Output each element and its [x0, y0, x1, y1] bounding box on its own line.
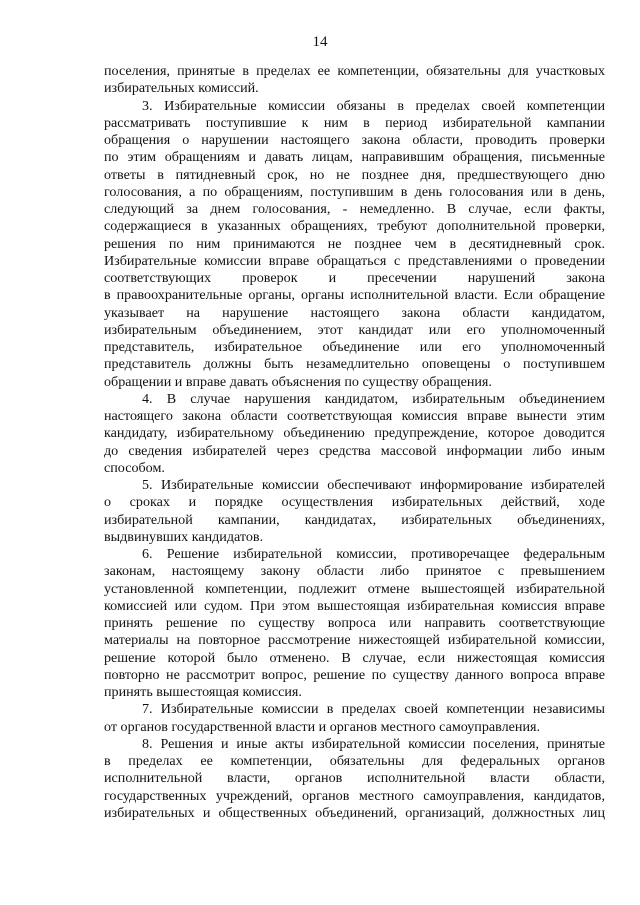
text-line: исполнительной власти, органов исполнительной власти области, — [104, 770, 605, 787]
paragraph-6 — [104, 546, 605, 701]
text-line: в пределах ее компетенции, обязательны для федеральных органов — [104, 753, 605, 769]
paragraph-3 — [104, 98, 605, 391]
text-line: избирательных комиссий. — [104, 80, 259, 97]
text-line: 5. Избирательные комиссии обеспечивают информирование избирателей — [142, 477, 605, 493]
text-line: до сведения избирателей через средства массовой информации либо иным — [104, 442, 605, 459]
text-line: избирательным объединением, этот кандидат или его уполномоченный — [104, 321, 605, 338]
text-line: решение которой было отменено. В случае, если нижестоящая комиссия — [104, 649, 605, 666]
text-line: поселения, принятые в пределах ее компетенции, обязательны для участковых — [104, 63, 605, 79]
paragraph-continuation — [104, 63, 605, 98]
text-line: 7. Избирательные комиссии в пределах своей компетенции независимы — [142, 701, 605, 718]
paragraph-4 — [104, 391, 605, 477]
paragraph-5 — [104, 477, 605, 546]
text-line: ответы в пятидневный срок, но не позднее дня, предшествующего дню — [104, 166, 605, 183]
text-line: кандидату, избирательному объединению предупреждение, которое доводится — [104, 425, 605, 442]
text-line: избирательной кампании, кандидатах, избирательных объединениях, — [104, 511, 605, 528]
text-line: представитель, избирательное объединение или его уполномоченный — [104, 339, 605, 355]
text-line: законам, настоящему закону области либо принятое с превышением — [104, 563, 605, 580]
text-line: решения по ним принимаются не позднее чем в десятидневный срок. — [104, 235, 605, 252]
text-line: обращении и вправе давать объяснения по существу обращения. — [104, 373, 492, 390]
page-number: 14 — [312, 34, 328, 50]
text-line: соответствующих проверок и пресечении нарушений закона — [104, 270, 605, 286]
text-line: принять вышестоящая комиссия. — [104, 684, 302, 700]
text-line: рассматривать поступившие к ним в период избирательной кампании — [104, 114, 605, 131]
text-line: 3. Избирательные комиссии обязаны в пределах своей компетенции — [142, 97, 605, 114]
text-line: представитель должны быть незамедлительно оповещены о поступившем — [104, 356, 605, 373]
text-line: следующий за днем голосования, - немедленно. В случае, если факты, — [104, 201, 605, 217]
text-line: повторно не рассмотрит вопрос, решение по существу данного вопроса вправе — [104, 666, 605, 683]
text-line: комиссией или судом. При этом вышестоящая избирательная комиссия вправе — [104, 597, 605, 614]
paragraph-7 — [104, 701, 605, 736]
text-line: обращения о нарушении настоящего закона области, проводить проверки — [104, 132, 605, 148]
text-line: 8. Решения и иные акты избирательной комиссии поселения, принятые — [142, 735, 605, 752]
text-line: указывает на нарушение настоящего закона области кандидатом, — [104, 304, 605, 321]
text-line: способом. — [104, 459, 165, 476]
text-line: установленной компетенции, подлежит отмене вышестоящей избирательной — [104, 580, 605, 597]
text-line: государственных учреждений, органов местного самоуправления, кандидатов, — [104, 787, 605, 804]
text-line: избирательных и общественных объединений, организаций, должностных лиц — [104, 804, 605, 821]
text-line: 4. В случае нарушения кандидатом, избирательным объединением — [142, 390, 605, 407]
text-line: выдвинувших кандидатов. — [104, 528, 264, 545]
text-line: о сроках и порядке осуществления избирательных действий, ходе — [104, 494, 605, 511]
text-line: содержащиеся в указанных обращениях, требуют дополнительной проверки, — [104, 218, 605, 235]
text-line: принять решение по существу вопроса или направить соответствующие — [104, 615, 605, 631]
text-line: от органов государственной власти и органов местного самоуправления. — [104, 718, 540, 735]
document-body — [104, 63, 605, 822]
text-line: по этим обращениям и давать лицам, направившим обращения, письменные — [104, 149, 605, 166]
text-line: в правоохранительные органы, органы исполнительной власти. Если обращение — [104, 287, 605, 304]
text-line: 6. Решение избирательной комиссии, противоречащее федеральным — [142, 546, 605, 562]
text-line: материалы на повторное рассмотрение нижестоящей избирательной комиссии, — [104, 632, 605, 649]
text-line: настоящего закона области соответствующая комиссия вправе вынести этим — [104, 408, 605, 424]
text-line: голосования, а по обращениям, поступившим в день голосования или в день, — [104, 183, 605, 200]
paragraph-8 — [104, 736, 605, 822]
text-line: Избирательные комиссии вправе обращаться с представлениями о проведении — [104, 252, 605, 269]
